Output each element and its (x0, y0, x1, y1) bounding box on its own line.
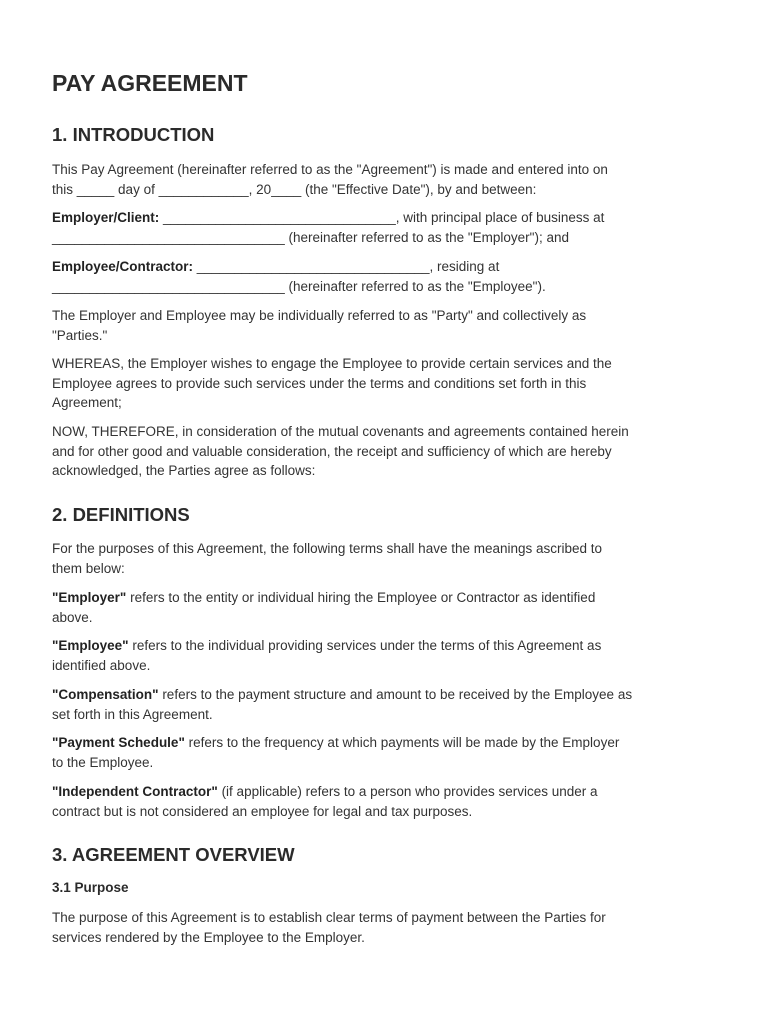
intro-paragraph: This Pay Agreement (hereinafter referred to as the "Agreement") is made and entered into on this _____ day of ____________, 20____ (the "Effective Date"), by and between: (52, 162, 608, 197)
subsection-heading-purpose: 3.1 Purpose (52, 880, 129, 895)
purpose-paragraph: The purpose of this Agreement is to establish clear terms of payment between the Parties for services rendered by the Employee to the Employer. (52, 910, 606, 945)
definition-term: "Independent Contractor" (52, 784, 218, 799)
employer-party-paragraph: Employer/Client: _______________________________, with principal place of business at _______________________________ (hereinafter referred to as the "Employer"); and (52, 210, 605, 245)
definition-term: "Employer" (52, 590, 127, 605)
now-therefore-paragraph: NOW, THEREFORE, in consideration of the mutual covenants and agreements contained herein and for other good and valuable consideration, the receipt and sufficiency of which are hereby acknowledged, the Parties agree as follows: (52, 424, 629, 478)
definition-item: "Payment Schedule" refers to the frequency at which payments will be made by the Employer to the Employee. (52, 735, 620, 770)
definitions-intro-paragraph: For the purposes of this Agreement, the following terms shall have the meanings ascribed to them below: (52, 541, 603, 576)
definition-term: "Compensation" (52, 687, 159, 702)
definition-item: "Employer" refers to the entity or individual hiring the Employee or Contractor as identified above. (52, 590, 596, 625)
whereas-paragraph: WHEREAS, the Employer wishes to engage the Employee to provide certain services and the Employee agrees to provide such services under the terms and conditions set forth in this Agreement; (52, 356, 612, 410)
employer-label: Employer/Client: (52, 210, 160, 225)
section-heading-introduction: 1. INTRODUCTION (52, 124, 215, 145)
definition-item: "Compensation" refers to the payment structure and amount to be received by the Employee as set forth in this Agreement. (52, 687, 633, 722)
definition-item: "Employee" refers to the individual providing services under the terms of this Agreement as identified above. (52, 638, 602, 673)
definition-term: "Payment Schedule" (52, 735, 185, 750)
section-heading-agreement-overview: 3. AGREEMENT OVERVIEW (52, 844, 295, 865)
section-heading-definitions: 2. DEFINITIONS (52, 504, 190, 525)
definition-item: "Independent Contractor" (if applicable) refers to a person who provides services under a contract but is not considered an employee for legal and tax purposes. (52, 784, 598, 819)
parties-paragraph: The Employer and Employee may be individually referred to as "Party" and collectively as "Parties." (52, 308, 587, 343)
definition-term: "Employee" (52, 638, 129, 653)
employee-party-paragraph: Employee/Contractor: _______________________________, residing at _______________________________ (hereinafter referred to as the "Employee"). (52, 259, 546, 294)
document-title: PAY AGREEMENT (52, 70, 248, 96)
employee-label: Employee/Contractor: (52, 259, 194, 274)
